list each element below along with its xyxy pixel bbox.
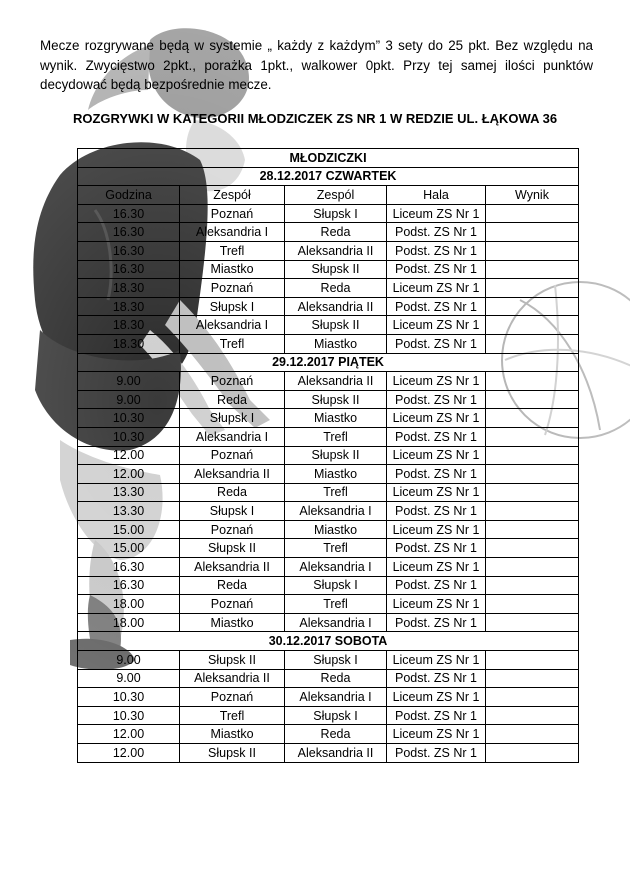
team-a-cell: Słupsk I [180,409,285,428]
match-row [78,204,579,223]
team-b-cell: Słupsk I [285,651,387,670]
team-b-cell: Aleksandria I [285,502,387,521]
team-b-cell: Miastko [285,409,387,428]
intro-line-1: Mecze rozgrywane będą w systemie „ każdy z każdym” 3 sety do 25 pkt. Bez względu na [40,38,593,53]
time-cell: 10.30 [78,706,180,725]
match-row [78,297,579,316]
day-title: 28.12.2017 CZWARTEK [78,167,579,186]
team-a-cell: Poznań [180,372,285,391]
venue-cell: Liceum ZS Nr 1 [387,204,486,223]
result-cell [486,502,579,521]
team-a-cell: Miastko [180,613,285,632]
time-cell: 12.00 [78,725,180,744]
match-row [78,316,579,335]
result-cell [486,297,579,316]
time-cell: 10.30 [78,427,180,446]
team-a-cell: Reda [180,390,285,409]
result-cell [486,613,579,632]
venue-cell: Podst. ZS Nr 1 [387,576,486,595]
time-cell: 18.30 [78,316,180,335]
team-a-cell: Słupsk II [180,651,285,670]
time-cell: 16.30 [78,204,180,223]
venue-cell: Podst. ZS Nr 1 [387,390,486,409]
result-cell [486,372,579,391]
match-row [78,223,579,242]
team-b-cell: Aleksandria I [285,558,387,577]
time-cell: 12.00 [78,744,180,763]
time-cell: 9.00 [78,390,180,409]
team-b-cell: Trefl [285,483,387,502]
venue-cell: Podst. ZS Nr 1 [387,297,486,316]
venue-cell: Liceum ZS Nr 1 [387,595,486,614]
venue-cell: Liceum ZS Nr 1 [387,520,486,539]
intro-paragraph [40,36,593,95]
match-row [78,576,579,595]
result-cell [486,409,579,428]
team-a-cell: Słupsk I [180,502,285,521]
result-cell [486,744,579,763]
column-header: Wynik [486,186,579,205]
team-b-cell: Trefl [285,427,387,446]
result-cell [486,390,579,409]
result-cell [486,688,579,707]
match-row [78,334,579,353]
venue-cell: Liceum ZS Nr 1 [387,483,486,502]
result-cell [486,465,579,484]
team-a-cell: Trefl [180,241,285,260]
result-cell [486,223,579,242]
time-cell: 18.30 [78,297,180,316]
team-b-cell: Trefl [285,595,387,614]
venue-cell: Liceum ZS Nr 1 [387,409,486,428]
venue-cell: Liceum ZS Nr 1 [387,279,486,298]
time-cell: 15.00 [78,520,180,539]
match-row [78,651,579,670]
venue-cell: Liceum ZS Nr 1 [387,688,486,707]
time-cell: 16.30 [78,241,180,260]
match-row [78,613,579,632]
time-cell: 12.00 [78,446,180,465]
team-b-cell: Słupsk II [285,446,387,465]
team-a-cell: Miastko [180,725,285,744]
team-b-cell: Słupsk I [285,576,387,595]
team-b-cell: Reda [285,223,387,242]
result-cell [486,241,579,260]
venue-cell: Liceum ZS Nr 1 [387,372,486,391]
match-row [78,502,579,521]
time-cell: 9.00 [78,669,180,688]
team-b-cell: Słupsk II [285,260,387,279]
time-cell: 18.30 [78,279,180,298]
match-row [78,688,579,707]
column-header-row [78,186,579,205]
team-b-cell: Aleksandria II [285,297,387,316]
team-b-cell: Miastko [285,334,387,353]
venue-cell: Podst. ZS Nr 1 [387,706,486,725]
intro-line-3: decydować będą bezpośrednie mecze. [40,77,272,92]
venue-cell: Podst. ZS Nr 1 [387,465,486,484]
team-b-cell: Aleksandria II [285,372,387,391]
time-cell: 9.00 [78,651,180,670]
time-cell: 16.30 [78,260,180,279]
match-row [78,372,579,391]
match-row [78,465,579,484]
team-a-cell: Poznań [180,520,285,539]
result-cell [486,483,579,502]
match-row [78,595,579,614]
result-cell [486,576,579,595]
team-b-cell: Miastko [285,465,387,484]
schedule-table [77,148,579,763]
column-header: Zespół [180,186,285,205]
match-row [78,446,579,465]
venue-cell: Liceum ZS Nr 1 [387,446,486,465]
match-row [78,744,579,763]
match-row [78,539,579,558]
result-cell [486,595,579,614]
team-b-cell: Reda [285,669,387,688]
result-cell [486,204,579,223]
venue-cell: Podst. ZS Nr 1 [387,427,486,446]
team-a-cell: Poznań [180,279,285,298]
team-b-cell: Słupsk II [285,316,387,335]
team-b-cell: Słupsk I [285,706,387,725]
team-a-cell: Aleksandria II [180,669,285,688]
result-cell [486,260,579,279]
team-a-cell: Aleksandria I [180,427,285,446]
venue-cell: Podst. ZS Nr 1 [387,613,486,632]
venue-cell: Liceum ZS Nr 1 [387,316,486,335]
venue-cell: Podst. ZS Nr 1 [387,539,486,558]
team-a-cell: Aleksandria I [180,223,285,242]
team-a-cell: Słupsk II [180,744,285,763]
team-a-cell: Trefl [180,706,285,725]
team-b-cell: Słupsk I [285,204,387,223]
time-cell: 9.00 [78,372,180,391]
match-row [78,260,579,279]
match-row [78,558,579,577]
match-row [78,483,579,502]
team-a-cell: Miastko [180,260,285,279]
team-a-cell: Poznań [180,204,285,223]
team-b-cell: Aleksandria II [285,744,387,763]
result-cell [486,651,579,670]
team-a-cell: Reda [180,576,285,595]
match-row [78,409,579,428]
result-cell [486,334,579,353]
venue-cell: Liceum ZS Nr 1 [387,651,486,670]
venue-cell: Podst. ZS Nr 1 [387,260,486,279]
team-a-cell: Aleksandria II [180,558,285,577]
team-b-cell: Słupsk II [285,390,387,409]
match-row [78,725,579,744]
match-row [78,427,579,446]
match-row [78,706,579,725]
match-row [78,669,579,688]
team-a-cell: Poznań [180,446,285,465]
team-a-cell: Aleksandria I [180,316,285,335]
result-cell [486,539,579,558]
intro-line-2: wynik. Zwycięstwo 2pkt., porażka 1pkt., walkower 0pkt. Przy tej samej ilości punktów [40,57,593,73]
day-header-row [78,632,579,651]
match-row [78,241,579,260]
time-cell: 15.00 [78,539,180,558]
category-row [78,149,579,168]
venue-cell: Podst. ZS Nr 1 [387,744,486,763]
result-cell [486,316,579,335]
venue-cell: Podst. ZS Nr 1 [387,223,486,242]
time-cell: 12.00 [78,465,180,484]
time-cell: 10.30 [78,409,180,428]
venue-cell: Podst. ZS Nr 1 [387,502,486,521]
result-cell [486,520,579,539]
result-cell [486,446,579,465]
column-header: Hala [387,186,486,205]
section-title: ROZGRYWKI W KATEGORII MŁODZICZEK ZS NR 1 W REDZIE UL. ŁĄKOWA 36 [72,111,558,126]
venue-cell: Podst. ZS Nr 1 [387,334,486,353]
match-row [78,390,579,409]
time-cell: 18.00 [78,595,180,614]
team-b-cell: Trefl [285,539,387,558]
day-title: 29.12.2017 PIĄTEK [78,353,579,372]
category-cell: MŁODZICZKI [78,149,579,168]
match-row [78,520,579,539]
result-cell [486,427,579,446]
team-b-cell: Reda [285,279,387,298]
team-a-cell: Aleksandria II [180,465,285,484]
day-header-row [78,353,579,372]
column-header: Zespól [285,186,387,205]
time-cell: 18.30 [78,334,180,353]
result-cell [486,279,579,298]
result-cell [486,725,579,744]
team-a-cell: Poznań [180,688,285,707]
time-cell: 16.30 [78,223,180,242]
time-cell: 16.30 [78,576,180,595]
match-row [78,279,579,298]
venue-cell: Podst. ZS Nr 1 [387,669,486,688]
team-b-cell: Miastko [285,520,387,539]
team-b-cell: Reda [285,725,387,744]
result-cell [486,558,579,577]
team-a-cell: Reda [180,483,285,502]
team-a-cell: Trefl [180,334,285,353]
time-cell: 13.30 [78,483,180,502]
time-cell: 10.30 [78,688,180,707]
team-b-cell: Aleksandria I [285,688,387,707]
time-cell: 16.30 [78,558,180,577]
team-a-cell: Poznań [180,595,285,614]
team-b-cell: Aleksandria II [285,241,387,260]
team-b-cell: Aleksandria I [285,613,387,632]
venue-cell: Liceum ZS Nr 1 [387,725,486,744]
time-cell: 13.30 [78,502,180,521]
venue-cell: Podst. ZS Nr 1 [387,241,486,260]
time-cell: 18.00 [78,613,180,632]
venue-cell: Liceum ZS Nr 1 [387,558,486,577]
result-cell [486,706,579,725]
team-a-cell: Słupsk I [180,297,285,316]
team-a-cell: Słupsk II [180,539,285,558]
day-title: 30.12.2017 SOBOTA [78,632,579,651]
result-cell [486,669,579,688]
column-header: Godzina [78,186,180,205]
day-header-row [78,167,579,186]
